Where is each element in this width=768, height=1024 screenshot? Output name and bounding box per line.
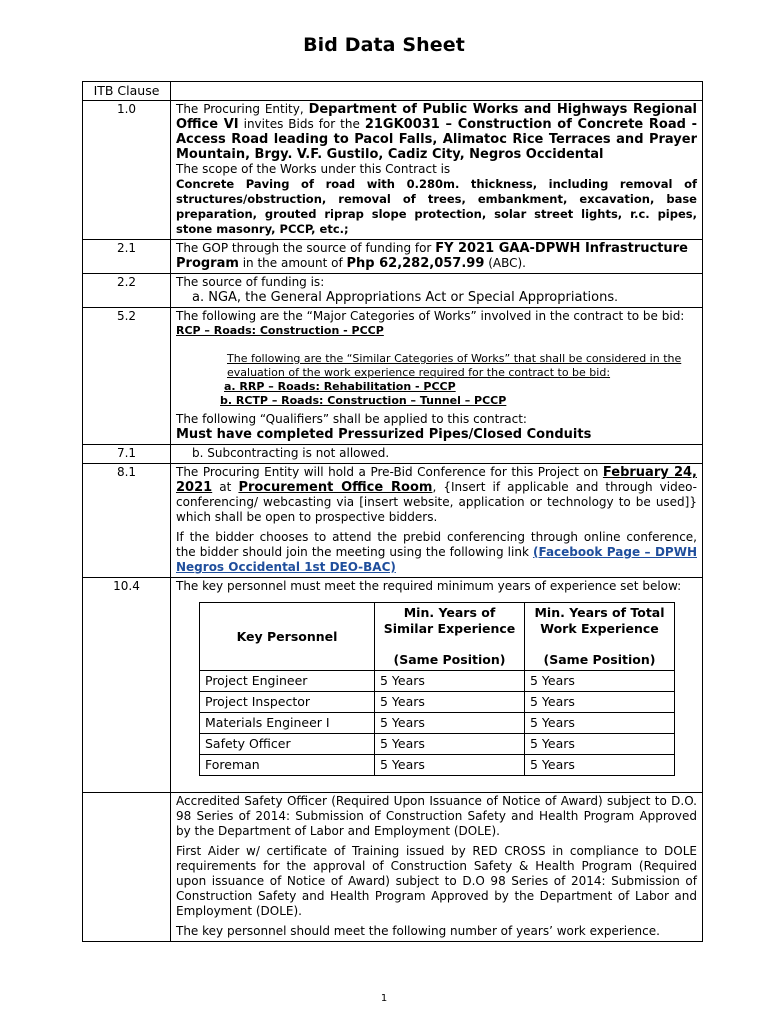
major-category: RCP – Roads: Construction - PCCP	[176, 324, 384, 337]
clause-number: 8.1	[83, 464, 171, 578]
table-row	[83, 101, 703, 240]
key-personnel-table	[199, 602, 675, 776]
table-row	[83, 464, 703, 578]
experience-note: The key personnel should meet the following number of years’ work experience.	[176, 924, 660, 938]
facebook-page-link[interactable]: (Facebook Page – DPWH Negros Occidental 1st DEO-BAC)	[176, 545, 697, 574]
page-title: Bid Data Sheet	[303, 34, 465, 56]
table-row	[83, 308, 703, 445]
similar-experience-header: Min. Years of Similar Experience (Same Position)	[375, 603, 525, 671]
personnel-row: Materials Engineer I 5 Years 5 Years	[200, 713, 675, 734]
clause-content: The following are the “Major Categories of Works” involved in the contract to be bid: RCP – Roads: Construction - PCCP The following are the “Similar Categories of Works” that shall be considered in the evaluation of the work experience required for the contract to be bid: a. RRP – Roads: Rehabilitation - PCCP b. RCTP – Roads: Construction – Tunnel – PCCP The following “Qualifiers” shall be applied to this contract: Must have completed Pressurized Pipes/Closed Conduits	[171, 308, 703, 445]
page-number: 1	[380, 993, 388, 1004]
personnel-row: Project Inspector 5 Years 5 Years	[200, 692, 675, 713]
clause-content: b. Subcontracting is not allowed.	[171, 445, 703, 464]
content-header	[171, 82, 703, 101]
clause-content: The source of funding is: a. NGA, the General Appropriations Act or Special Appropriations.	[171, 274, 703, 308]
table-row	[83, 793, 703, 942]
qualifier: Must have completed Pressurized Pipes/Closed Conduits	[176, 427, 592, 442]
table-row	[83, 240, 703, 274]
table-row	[83, 445, 703, 464]
clause-number: 7.1	[83, 445, 171, 464]
clause-number: 5.2	[83, 308, 171, 445]
clause-number: 10.4	[83, 578, 171, 793]
clause-number	[83, 793, 171, 942]
first-aider-note: First Aider w/ certificate of Training issued by RED CROSS in compliance to DOLE requirements for the approval of Construction Safety & Health Program (Required upon issuance of Notice of Award) subject to D.O 98 Series of 2014: Submission of Construction Safety and Health Program Approved by the Department of Labor and Employment (DOLE).	[176, 844, 697, 918]
clause-content: The key personnel must meet the required minimum years of experience set below: Key Personnel Min. Years of Similar Experience (Same Position) Min. Years of Total Work Experience (Same Position) Project Engineer 5 Years 5 Years Project Inspector 5 Years 5 Years Materials Engineer I 5 Years 5 Years Safety Officer 5 Years 5 Years Foreman 5 Years 5 Years	[171, 578, 703, 793]
clause-number: 2.2	[83, 274, 171, 308]
clause-content: The Procuring Entity will hold a Pre-Bid Conference for this Project on February 24, 2021 at Procurement Office Room, {Insert if applicable and through video-conferencing/ webcasting via [insert website, application or technology to be used]} which shall be open to prospective bidders. If the bidder chooses to attend the prebid conferencing through online conference, the bidder should join the meeting using the following link (Facebook Page – DPWH Negros Occidental 1st DEO-BAC)	[171, 464, 703, 578]
table-row	[83, 274, 703, 308]
clause-number: 1.0	[83, 101, 171, 240]
itb-clause-header: ITB Clause	[83, 82, 171, 101]
bid-data-table	[82, 81, 703, 942]
scope-body: Concrete Paving of road with 0.280m. thickness, including removal of structures/obstruction, removal of trees, embankment, excavation, base preparation, grouted riprap slope protection, solar street lights, r.c. pipes, stone masonry, PCCP, etc.;	[176, 177, 697, 236]
personnel-row: Project Engineer 5 Years 5 Years	[200, 671, 675, 692]
similar-category-b: b. RCTP – Roads: Construction – Tunnel – PCCP	[220, 394, 507, 407]
clause-content: The Procuring Entity, Department of Public Works and Highways Regional Office VI invites Bids for the 21GK0031 – Construction of Concrete Road - Access Road leading to Pacol Falls, Alimatoc Rice Terraces and Prayer Mountain, Brgy. V.F. Gustilo, Cadiz City, Negros Occidental The scope of the Works under this Contract is Concrete Paving of road with 0.280m. thickness, including removal of structures/obstruction, removal of trees, embankment, excavation, base preparation, grouted riprap slope protection, solar street lights, r.c. pipes, stone masonry, PCCP, etc.;	[171, 101, 703, 240]
personnel-row: Foreman 5 Years 5 Years	[200, 755, 675, 776]
total-experience-header: Min. Years of Total Work Experience (Same Position)	[525, 603, 675, 671]
similar-category-a: a. RRP – Roads: Rehabilitation - PCCP	[224, 380, 456, 393]
table-header-row	[83, 82, 703, 101]
scope-intro: The scope of the Works under this Contract is	[176, 162, 451, 176]
personnel-row: Safety Officer 5 Years 5 Years	[200, 734, 675, 755]
clause-content	[171, 793, 703, 942]
table-row	[83, 578, 703, 793]
safety-officer-note: Accredited Safety Officer (Required Upon Issuance of Notice of Award) subject to D.O. 98 Series of 2014: Submission of Construction Safety and Health Program Approved by the Department of Labor and Employment (DOLE).	[176, 794, 697, 838]
key-personnel-header: Key Personnel	[200, 603, 375, 671]
similar-categories-intro: The following are the “Similar Categories of Works” that shall be considered in the evaluation of the work experience required for the contract to be bid:	[227, 352, 682, 379]
clause-content: The GOP through the source of funding for FY 2021 GAA-DPWH Infrastructure Program in the amount of Php 62,282,057.99 (ABC).	[171, 240, 703, 274]
clause-number: 2.1	[83, 240, 171, 274]
